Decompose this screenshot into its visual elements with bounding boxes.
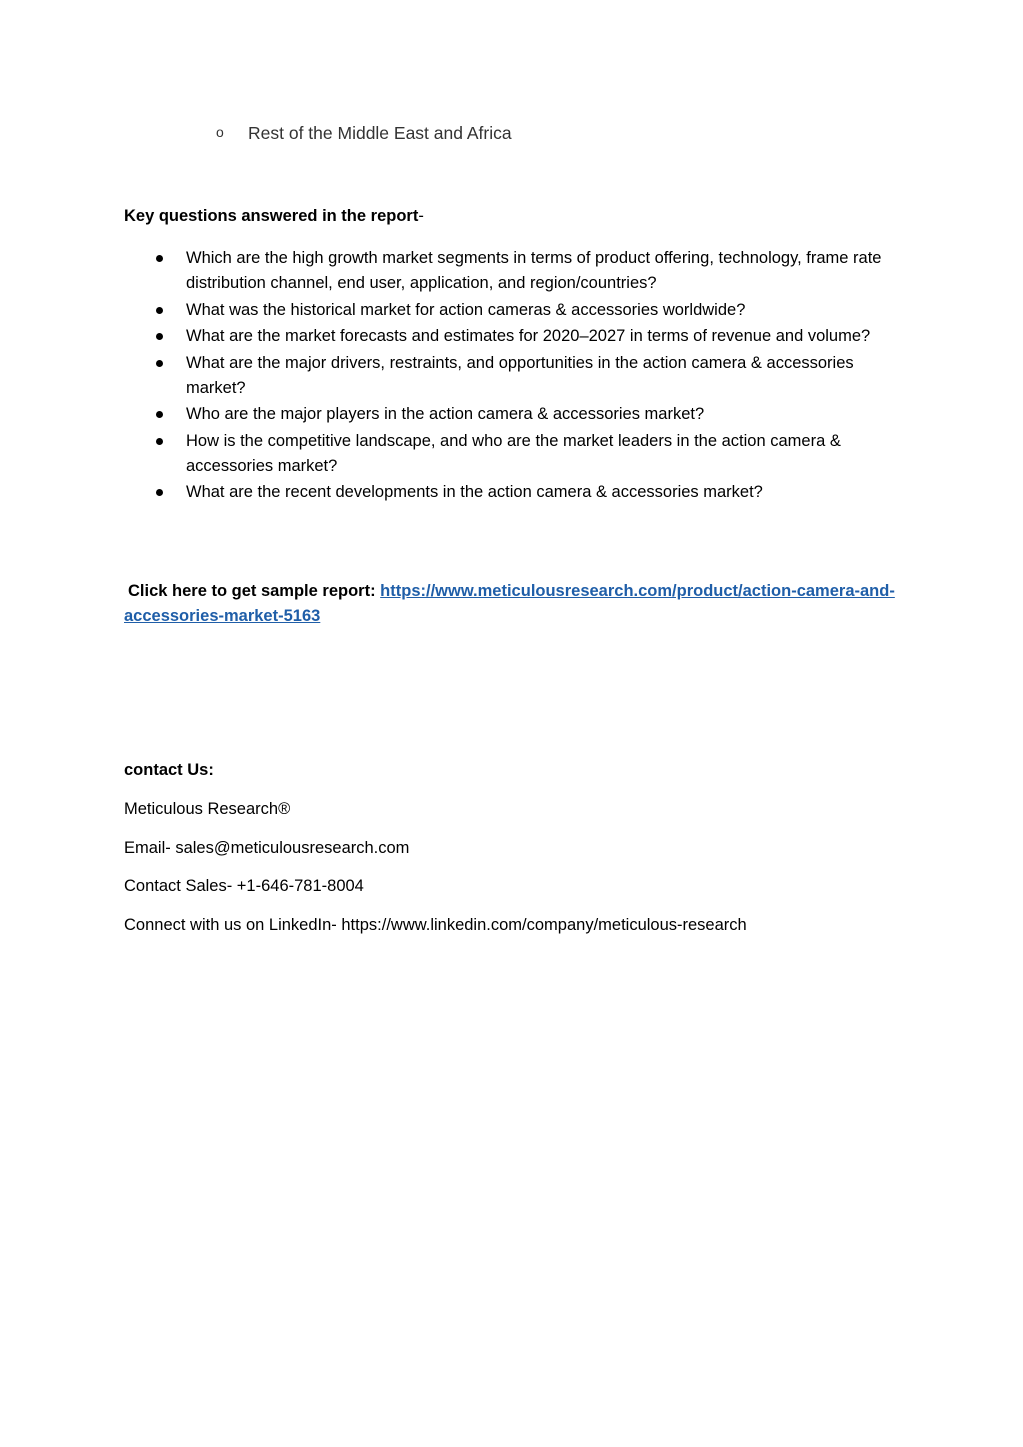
sub-bullet-item xyxy=(216,123,512,144)
question-text: What are the recent developments in the action camera & accessories market? xyxy=(186,483,763,501)
question-text: What are the major drivers, restraints, and opportunities in the action camera & accessories market? xyxy=(186,353,854,397)
sample-report-link[interactable]: https://www.meticulousresearch.com/product/action-camera-and-accessories-market-5163 xyxy=(124,582,895,625)
contact-email: Email- sales@meticulousresearch.com xyxy=(124,838,410,857)
sub-bullet-text: Rest of the Middle East and Africa xyxy=(248,123,512,143)
question-text: How is the competitive landscape, and who are the market leaders in the action camera & accessories market? xyxy=(186,431,841,475)
key-questions-list xyxy=(124,246,914,507)
contact-title: contact Us: xyxy=(124,761,214,779)
circle-bullet-icon: o xyxy=(216,124,224,140)
bullet-icon xyxy=(156,255,163,262)
list-item xyxy=(124,480,914,505)
bullet-icon xyxy=(156,333,163,340)
question-text: What was the historical market for action cameras & accessories worldwide? xyxy=(186,300,746,319)
contact-section xyxy=(124,758,747,952)
bullet-icon xyxy=(156,489,163,496)
list-item xyxy=(124,429,914,479)
bullet-icon xyxy=(156,411,163,418)
question-text: What are the market forecasts and estimates for 2020–2027 in terms of revenue and volume? xyxy=(186,327,871,345)
contact-phone: Contact Sales- +1-646-781-8004 xyxy=(124,877,364,896)
list-item xyxy=(124,298,914,323)
bullet-icon xyxy=(156,438,163,445)
list-item xyxy=(124,351,914,401)
sample-report-label: Click here to get sample report: xyxy=(128,582,376,600)
company-name: Meticulous Research® xyxy=(124,799,291,818)
bullet-icon xyxy=(156,360,163,367)
contact-linkedin: Connect with us on LinkedIn- https://www.linkedin.com/company/meticulous-research xyxy=(124,916,747,935)
question-text: Which are the high growth market segments in terms of product offering, technology, frame rate distribution channel, end user, application, and region/countries? xyxy=(186,249,882,292)
list-item xyxy=(124,246,914,296)
sample-report-paragraph xyxy=(124,579,914,629)
list-item xyxy=(124,402,914,427)
question-text: Who are the major players in the action camera & accessories market? xyxy=(186,405,705,423)
key-questions-heading xyxy=(124,207,424,226)
bullet-icon xyxy=(156,307,163,314)
list-item xyxy=(124,324,914,349)
key-questions-heading-suffix: - xyxy=(418,207,424,225)
key-questions-heading-text: Key questions answered in the report xyxy=(124,207,419,225)
